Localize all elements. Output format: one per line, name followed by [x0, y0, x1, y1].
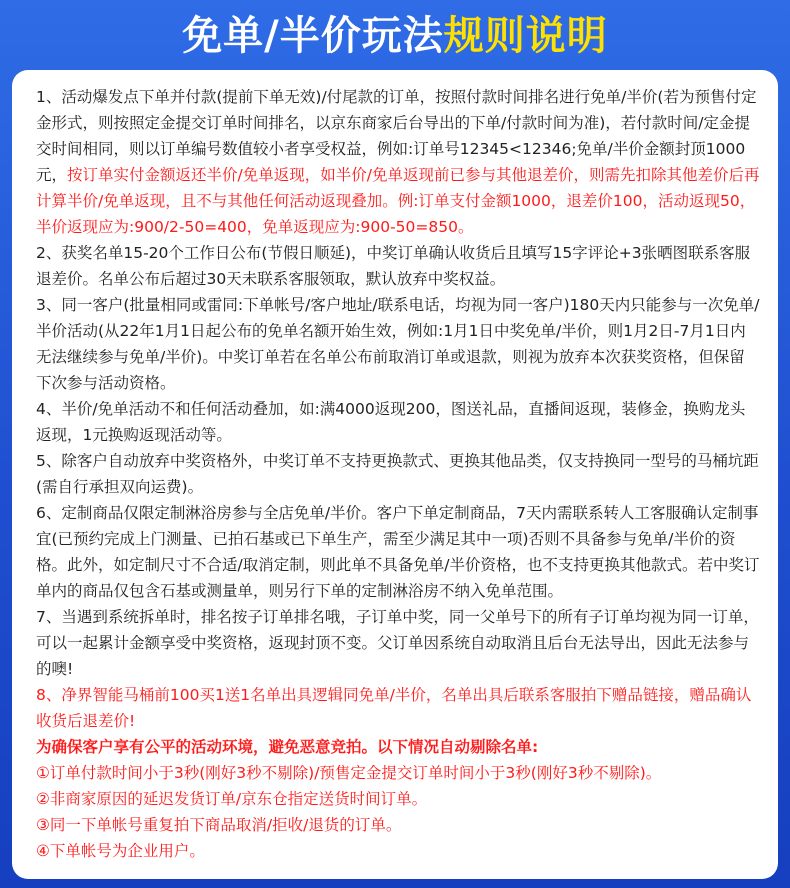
- title-yellow-part: 规则说明: [443, 13, 608, 59]
- rule-2: [36, 240, 760, 292]
- exclusion-item-1-text: ①订单付款时间小于3秒(刚好3秒不剔除)/预售定金提交订单时间小于3秒(刚好3秒不剔除)。: [36, 764, 662, 782]
- exclusion-heading-text: 为确保客户享有公平的活动环境，避免恶意竞拍。以下情况自动剔除名单:: [36, 738, 539, 756]
- page-title: [182, 13, 608, 59]
- rules-card: [12, 70, 778, 879]
- exclusion-item-3: [36, 812, 760, 838]
- exclusion-item-4: [36, 838, 760, 864]
- exclusion-item-3-text: ③同一下单帐号重复拍下商品取消/拒收/退货的订单。: [36, 816, 402, 834]
- rule-1-highlight: 按订单实付金额返还半价/免单返现，如半价/免单返现前已参与其他退差价，则需先扣除其他差价后再计算半价/免单返现，且不与其他任何活动返现叠加。例:订单支付金额1000，退差价100，活动返现50，半价返现应为:900/2-50=400，免单返现应为:900-50=850。: [36, 166, 760, 236]
- rule-4: [36, 396, 760, 448]
- rule-7-text: 7、当遇到系统拆单时，排名按子订单排名哦，子订单中奖，同一父单号下的所有子订单均视为同一订单，可以一起累计金额享受中奖资格，返现封顶不变。父订单因系统自动取消且后台无法导出，因此无法参与的噢!: [36, 608, 759, 678]
- rule-1-text: 1、活动爆发点下单并付款(提前下单无效)/付尾款的订单，按照付款时间排名进行免单/半价(若为预售付定金形式，则按照定金提交订单时间排名，以京东商家后台导出的下单/付款时间为准)，若付款时间/定金提交时间相同，则以订单编号数值较小者享受权益，例如:订单号12345<12346;免单/半价金额封顶1000元，: [36, 88, 757, 184]
- rule-5: [36, 448, 760, 500]
- exclusion-heading: [36, 734, 760, 760]
- rule-5-text: 5、除客户自动放弃中奖资格外，中奖订单不支持更换款式、更换其他品类，仅支持换同一型号的马桶坑距(需自行承担双向运费)。: [36, 452, 759, 496]
- exclusion-item-2: [36, 786, 760, 812]
- title-white-part: 免单/半价玩法: [182, 13, 444, 59]
- rule-6: [36, 500, 760, 604]
- rule-1: [36, 84, 760, 240]
- rule-4-text: 4、半价/免单活动不和任何活动叠加，如:满4000返现200，图送礼品，直播间返现，装修金，换购龙头返现，1元换购返现活动等。: [36, 400, 746, 444]
- rule-3: [36, 292, 760, 396]
- rule-8: [36, 682, 760, 734]
- rule-7: [36, 604, 760, 682]
- exclusion-item-4-text: ④下单帐号为企业用户。: [36, 842, 205, 860]
- rule-2-text: 2、获奖名单15-20个工作日公布(节假日顺延)，中奖订单确认收货后且填写15字评论+3张晒图联系客服退差价。名单公布后超过30天未联系客服领取，默认放弃中奖权益。: [36, 244, 751, 288]
- rule-8-text: 8、净界智能马桶前100买1送1名单出具逻辑同免单/半价，名单出具后联系客服拍下赠品链接，赠品确认收货后退差价!: [36, 686, 752, 730]
- exclusion-item-2-text: ②非商家原因的延迟发货订单/京东仓指定送货时间订单。: [36, 790, 428, 808]
- rule-6-text: 6、定制商品仅限定制淋浴房参与全店免单/半价。客户下单定制商品，7天内需联系转人工客服确认定制事宜(已预约完成上门测量、已拍石基或已下单生产，需至少满足其中一项)否则不具备参与免单/半价的资格。此外，如定制尺寸不合适/取消定制，则此单不具备免单/半价资格，也不支持更换其他款式。若中奖订单内的商品仅包含石基或测量单，则另行下单的定制淋浴房不纳入免单范围。: [36, 504, 760, 600]
- exclusion-item-1: [36, 760, 760, 786]
- title-banner: [0, 0, 790, 70]
- rule-3-text: 3、同一客户(批量相同或雷同:下单帐号/客户地址/联系电话，均视为同一客户)180天内只能参与一次免单/半价活动(从22年1月1日起公布的免单名额开始生效，例如:1月1日中奖免单/半价，则1月2日-7月1日内无法继续参与免单/半价)。中奖订单若在名单公布前取消订单或退款，则视为放弃本次获奖资格，但保留下次参与活动资格。: [36, 296, 760, 392]
